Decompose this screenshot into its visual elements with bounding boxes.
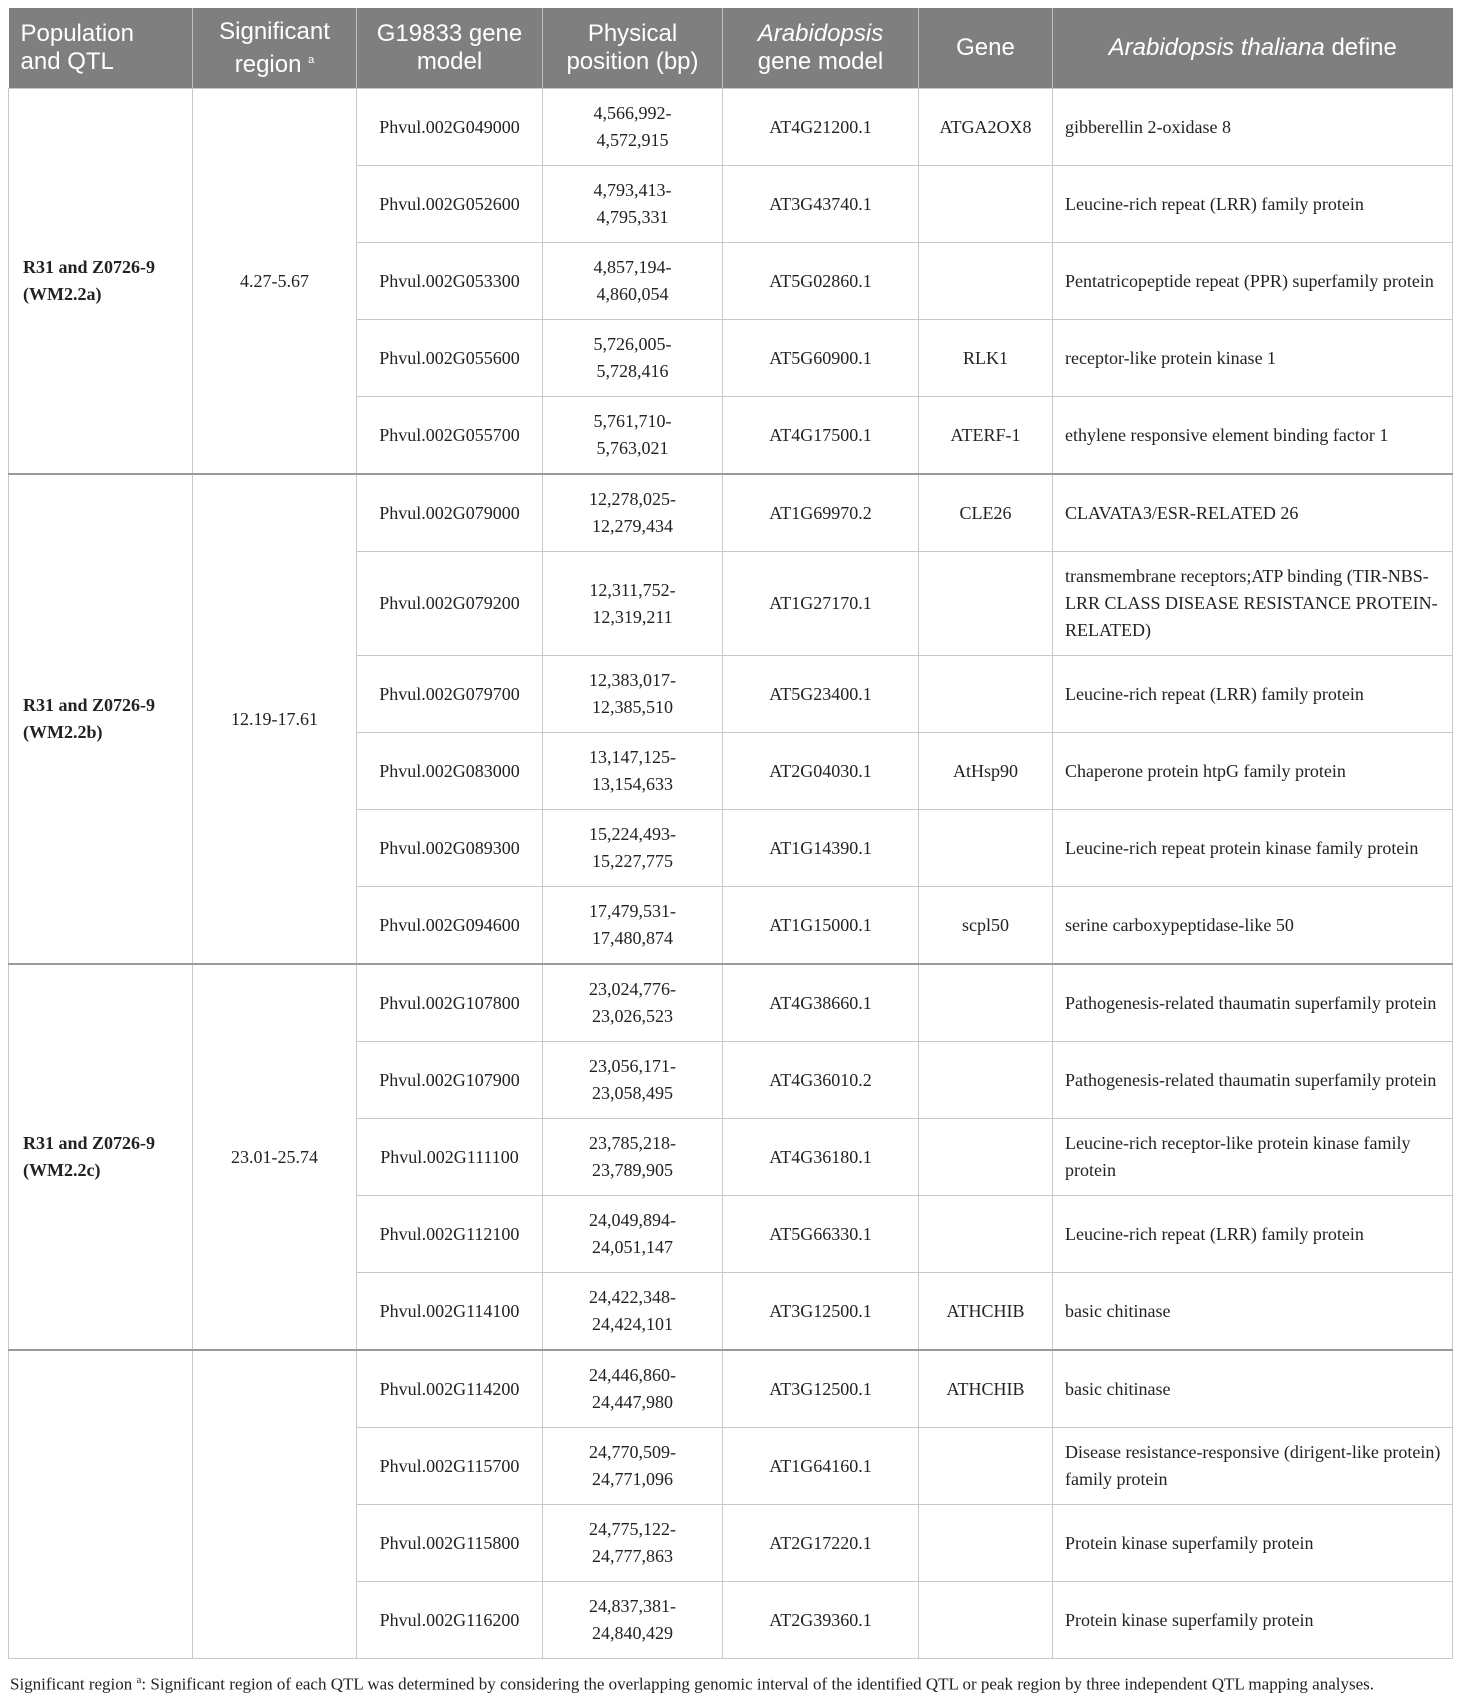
gene-cell [919, 1119, 1053, 1196]
gene-model-cell: Phvul.002G115700 [357, 1428, 543, 1505]
gene-model-cell: Phvul.002G107900 [357, 1042, 543, 1119]
position-cell: 4,857,194- 4,860,054 [543, 243, 723, 320]
position-cell: 24,770,509- 24,771,096 [543, 1428, 723, 1505]
define-cell: ethylene responsive element binding factor 1 [1053, 397, 1453, 475]
gene-cell [919, 810, 1053, 887]
gene-cell [919, 964, 1053, 1042]
define-cell: basic chitinase [1053, 1350, 1453, 1428]
arabidopsis-model-cell: AT1G69970.2 [723, 474, 919, 552]
arabidopsis-model-cell: AT4G38660.1 [723, 964, 919, 1042]
gene-model-cell: Phvul.002G094600 [357, 887, 543, 965]
position-cell: 23,024,776- 23,026,523 [543, 964, 723, 1042]
gene-cell: AtHsp90 [919, 733, 1053, 810]
position-cell: 13,147,125- 13,154,633 [543, 733, 723, 810]
gene-cell: ATGA2OX8 [919, 89, 1053, 166]
gene-model-cell: Phvul.002G112100 [357, 1196, 543, 1273]
arabidopsis-model-cell: AT1G64160.1 [723, 1428, 919, 1505]
population-cell: R31 and Z0726-9 (WM2.2c) [9, 964, 193, 1350]
arabidopsis-model-cell: AT4G36180.1 [723, 1119, 919, 1196]
table-body [9, 89, 1453, 1659]
gene-model-cell: Phvul.002G052600 [357, 166, 543, 243]
gene-model-cell: Phvul.002G089300 [357, 810, 543, 887]
gene-cell [919, 243, 1053, 320]
position-cell: 24,837,381- 24,840,429 [543, 1582, 723, 1659]
gene-model-cell: Phvul.002G114200 [357, 1350, 543, 1428]
header-arabidopsis-gene-model: Arabidopsis gene model [723, 8, 919, 89]
arabidopsis-model-cell: AT4G17500.1 [723, 397, 919, 475]
table-row [9, 964, 1453, 1042]
header-arabidopsis-define: Arabidopsis thaliana define [1053, 8, 1453, 89]
header-population-qtl: Population and QTL [9, 8, 193, 89]
gene-cell: CLE26 [919, 474, 1053, 552]
define-cell: Leucine-rich receptor-like protein kinase family protein [1053, 1119, 1453, 1196]
define-cell: basic chitinase [1053, 1273, 1453, 1351]
gene-model-cell: Phvul.002G107800 [357, 964, 543, 1042]
gene-cell [919, 1582, 1053, 1659]
arabidopsis-model-cell: AT5G60900.1 [723, 320, 919, 397]
population-cell: R31 and Z0726-9 (WM2.2b) [9, 474, 193, 964]
position-cell: 17,479,531- 17,480,874 [543, 887, 723, 965]
define-cell: Leucine-rich repeat protein kinase family protein [1053, 810, 1453, 887]
define-cell: Chaperone protein htpG family protein [1053, 733, 1453, 810]
gene-cell: ATERF-1 [919, 397, 1053, 475]
gene-model-cell: Phvul.002G049000 [357, 89, 543, 166]
position-cell: 23,785,218- 23,789,905 [543, 1119, 723, 1196]
define-cell: transmembrane receptors;ATP binding (TIR-NBS-LRR CLASS DISEASE RESISTANCE PROTEIN-RELATED) [1053, 552, 1453, 656]
position-cell: 4,793,413- 4,795,331 [543, 166, 723, 243]
define-cell: Leucine-rich repeat (LRR) family protein [1053, 656, 1453, 733]
define-cell: serine carboxypeptidase-like 50 [1053, 887, 1453, 965]
define-cell: Protein kinase superfamily protein [1053, 1505, 1453, 1582]
define-cell: CLAVATA3/ESR-RELATED 26 [1053, 474, 1453, 552]
position-cell: 5,726,005- 5,728,416 [543, 320, 723, 397]
arabidopsis-model-cell: AT3G12500.1 [723, 1350, 919, 1428]
position-cell: 12,311,752- 12,319,211 [543, 552, 723, 656]
significant-region-cell: 12.19-17.61 [193, 474, 357, 964]
gene-model-cell: Phvul.002G114100 [357, 1273, 543, 1351]
position-cell: 4,566,992- 4,572,915 [543, 89, 723, 166]
gene-model-cell: Phvul.002G111100 [357, 1119, 543, 1196]
gene-model-cell: Phvul.002G115800 [357, 1505, 543, 1582]
gene-model-cell: Phvul.002G079200 [357, 552, 543, 656]
position-cell: 12,278,025- 12,279,434 [543, 474, 723, 552]
gene-cell: scpl50 [919, 887, 1053, 965]
header-significant-region: Significant region $^a$ [193, 8, 357, 89]
define-cell: Leucine-rich repeat (LRR) family protein [1053, 166, 1453, 243]
arabidopsis-model-cell: AT1G15000.1 [723, 887, 919, 965]
significant-region-cell-empty [193, 1350, 357, 1659]
table-row [9, 89, 1453, 166]
arabidopsis-model-cell: AT5G23400.1 [723, 656, 919, 733]
gene-cell [919, 166, 1053, 243]
gene-cell [919, 552, 1053, 656]
arabidopsis-model-cell: AT5G66330.1 [723, 1196, 919, 1273]
define-cell: Pathogenesis-related thaumatin superfamily protein [1053, 964, 1453, 1042]
significant-region-cell: 4.27-5.67 [193, 89, 357, 475]
qtl-candidate-gene-table [8, 8, 1453, 1659]
gene-model-cell: Phvul.002G116200 [357, 1582, 543, 1659]
gene-cell: RLK1 [919, 320, 1053, 397]
position-cell: 12,383,017- 12,385,510 [543, 656, 723, 733]
gene-cell [919, 656, 1053, 733]
gene-cell: ATHCHIB [919, 1273, 1053, 1351]
position-cell: 24,775,122- 24,777,863 [543, 1505, 723, 1582]
gene-cell: ATHCHIB [919, 1350, 1053, 1428]
table-container [8, 8, 1452, 1696]
gene-model-cell: Phvul.002G055700 [357, 397, 543, 475]
define-cell: Pentatricopeptide repeat (PPR) superfamily protein [1053, 243, 1453, 320]
table-footnote: Significant region $^a$: Significant region of each QTL was determined by considering the overlapping genomic interval of the identified QTL or peak region by three independent QTL mapping analyses. [10, 1674, 1375, 1694]
arabidopsis-model-cell: AT2G17220.1 [723, 1505, 919, 1582]
table-row [9, 474, 1453, 552]
gene-cell [919, 1428, 1053, 1505]
position-cell: 5,761,710- 5,763,021 [543, 397, 723, 475]
gene-model-cell: Phvul.002G079700 [357, 656, 543, 733]
gene-model-cell: Phvul.002G055600 [357, 320, 543, 397]
table-row [9, 1350, 1453, 1428]
arabidopsis-model-cell: AT3G43740.1 [723, 166, 919, 243]
position-cell: 24,446,860- 24,447,980 [543, 1350, 723, 1428]
position-cell: 23,056,171- 23,058,495 [543, 1042, 723, 1119]
table-header [9, 8, 1453, 89]
define-cell: Protein kinase superfamily protein [1053, 1582, 1453, 1659]
significant-region-cell: 23.01-25.74 [193, 964, 357, 1350]
define-cell: Leucine-rich repeat (LRR) family protein [1053, 1196, 1453, 1273]
define-cell: Disease resistance-responsive (dirigent-like protein) family protein [1053, 1428, 1453, 1505]
arabidopsis-model-cell: AT4G21200.1 [723, 89, 919, 166]
gene-model-cell: Phvul.002G079000 [357, 474, 543, 552]
arabidopsis-model-cell: AT3G12500.1 [723, 1273, 919, 1351]
arabidopsis-model-cell: AT1G14390.1 [723, 810, 919, 887]
position-cell: 24,422,348- 24,424,101 [543, 1273, 723, 1351]
arabidopsis-model-cell: AT1G27170.1 [723, 552, 919, 656]
header-gene: Gene [919, 8, 1053, 89]
gene-model-cell: Phvul.002G083000 [357, 733, 543, 810]
gene-cell [919, 1505, 1053, 1582]
define-cell: receptor-like protein kinase 1 [1053, 320, 1453, 397]
position-cell: 15,224,493- 15,227,775 [543, 810, 723, 887]
population-cell-empty [9, 1350, 193, 1659]
gene-cell [919, 1196, 1053, 1273]
header-g19833-gene-model: G19833 gene model [357, 8, 543, 89]
arabidopsis-model-cell: AT2G04030.1 [723, 733, 919, 810]
define-cell: Pathogenesis-related thaumatin superfamily protein [1053, 1042, 1453, 1119]
arabidopsis-model-cell: AT5G02860.1 [723, 243, 919, 320]
position-cell: 24,049,894- 24,051,147 [543, 1196, 723, 1273]
gene-model-cell: Phvul.002G053300 [357, 243, 543, 320]
population-cell: R31 and Z0726-9 (WM2.2a) [9, 89, 193, 475]
arabidopsis-model-cell: AT4G36010.2 [723, 1042, 919, 1119]
define-cell: gibberellin 2-oxidase 8 [1053, 89, 1453, 166]
gene-cell [919, 1042, 1053, 1119]
arabidopsis-model-cell: AT2G39360.1 [723, 1582, 919, 1659]
header-physical-position: Physical position (bp) [543, 8, 723, 89]
